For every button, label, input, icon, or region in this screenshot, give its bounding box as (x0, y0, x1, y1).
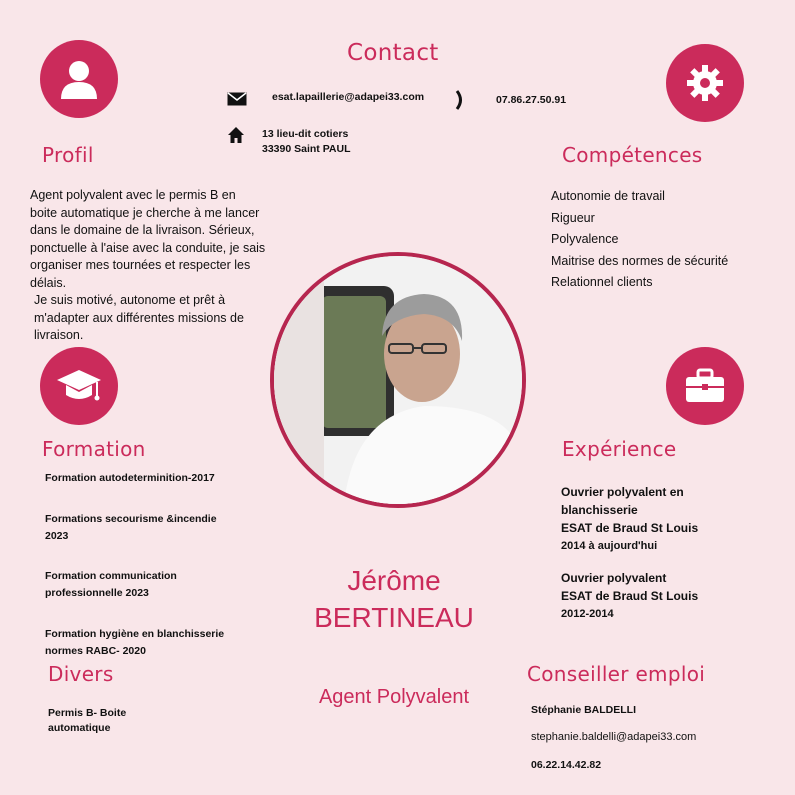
briefcase-icon (683, 366, 727, 406)
profil-text (30, 187, 266, 345)
competence-item: Maitrise des normes de sécurité (551, 253, 729, 268)
formation-item-line: 2023 (45, 530, 69, 542)
formation-item-line: Formation communication (45, 570, 177, 582)
experience-heading: Expérience (562, 437, 677, 461)
graduation-cap-icon (55, 366, 103, 406)
profile-photo (270, 252, 526, 508)
phone-icon (455, 90, 465, 115)
experience-list (561, 483, 711, 623)
address (262, 127, 351, 157)
first-name: Jérôme (347, 565, 441, 596)
contact-phone[interactable]: 07.86.27.50.91 (496, 94, 567, 106)
formation-item (45, 511, 217, 545)
competences-icon-circle (666, 44, 744, 122)
job-dates: 2014 à aujourd'hui (561, 540, 658, 552)
envelope-icon (227, 92, 247, 111)
conseiller-phone[interactable]: 06.22.14.42.82 (531, 759, 602, 771)
last-name: BERTINEAU (314, 602, 474, 633)
formation-item-line: normes RABC- 2020 (45, 645, 146, 657)
competence-item: Autonomie de travail (551, 189, 665, 203)
job-employer: ESAT de Braud St Louis (561, 521, 699, 535)
competence-item: Polyvalence (551, 232, 619, 246)
job-dates: 2012-2014 (561, 608, 614, 620)
candidate-name (260, 562, 528, 636)
contact-email[interactable]: esat.lapaillerie@adapei33.com (272, 91, 425, 103)
divers-text (48, 706, 126, 736)
competences-list (551, 186, 728, 294)
portrait-image (274, 256, 522, 504)
gear-icon (685, 63, 725, 103)
formation-item (45, 470, 215, 487)
formation-item-line: Formation autodeterminition-2017 (45, 472, 215, 484)
formation-item (45, 626, 224, 660)
home-icon (227, 126, 245, 149)
formation-item-line: Formations secourisme &incendie (45, 513, 217, 525)
divers-heading: Divers (48, 662, 114, 686)
competence-item: Relationnel clients (551, 275, 653, 289)
job-title-heading: Agent Polyvalent (318, 686, 470, 708)
conseiller-email[interactable]: stephanie.baldelli@adapei33.com (531, 731, 697, 743)
divers-line: Permis B- Boite (48, 707, 127, 719)
job-title: Ouvrier polyvalent (561, 571, 667, 585)
experience-icon-circle (666, 347, 744, 425)
job-title: Ouvrier polyvalent en blanchisserie (561, 485, 684, 517)
job-employer: ESAT de Braud St Louis (561, 589, 699, 603)
formation-item-line: professionnelle 2023 (45, 587, 149, 599)
formation-item-line: Formation hygiène en blanchisserie (45, 628, 225, 640)
formation-item (45, 568, 177, 602)
formation-icon-circle (40, 347, 118, 425)
address-line1: 13 lieu-dit cotiers (262, 128, 349, 140)
formation-heading: Formation (42, 437, 146, 461)
contact-heading: Contact (347, 40, 439, 66)
profile-icon-circle (40, 40, 118, 118)
profil-paragraph-2: Je suis motivé, autonome et prêt à m'adapter aux différentes missions de livraison. (34, 293, 244, 342)
competences-heading: Compétences (562, 143, 703, 167)
conseiller-heading: Conseiller emploi (527, 662, 706, 686)
profil-paragraph-1: Agent polyvalent avec le permis B en boite automatique je cherche à me lancer dans le domaine de la livraison. Sérieux, ponctuelle à l'aise avec la conduite, je sais organiser mes tournées et respecter les délais. (30, 188, 266, 290)
competence-item: Rigueur (551, 210, 595, 225)
address-line2: 33390 Saint PAUL (262, 143, 351, 155)
conseiller-name: Stéphanie BALDELLI (531, 704, 637, 716)
divers-line: automatique (48, 722, 111, 734)
user-icon (57, 57, 101, 101)
profil-heading: Profil (42, 143, 94, 167)
